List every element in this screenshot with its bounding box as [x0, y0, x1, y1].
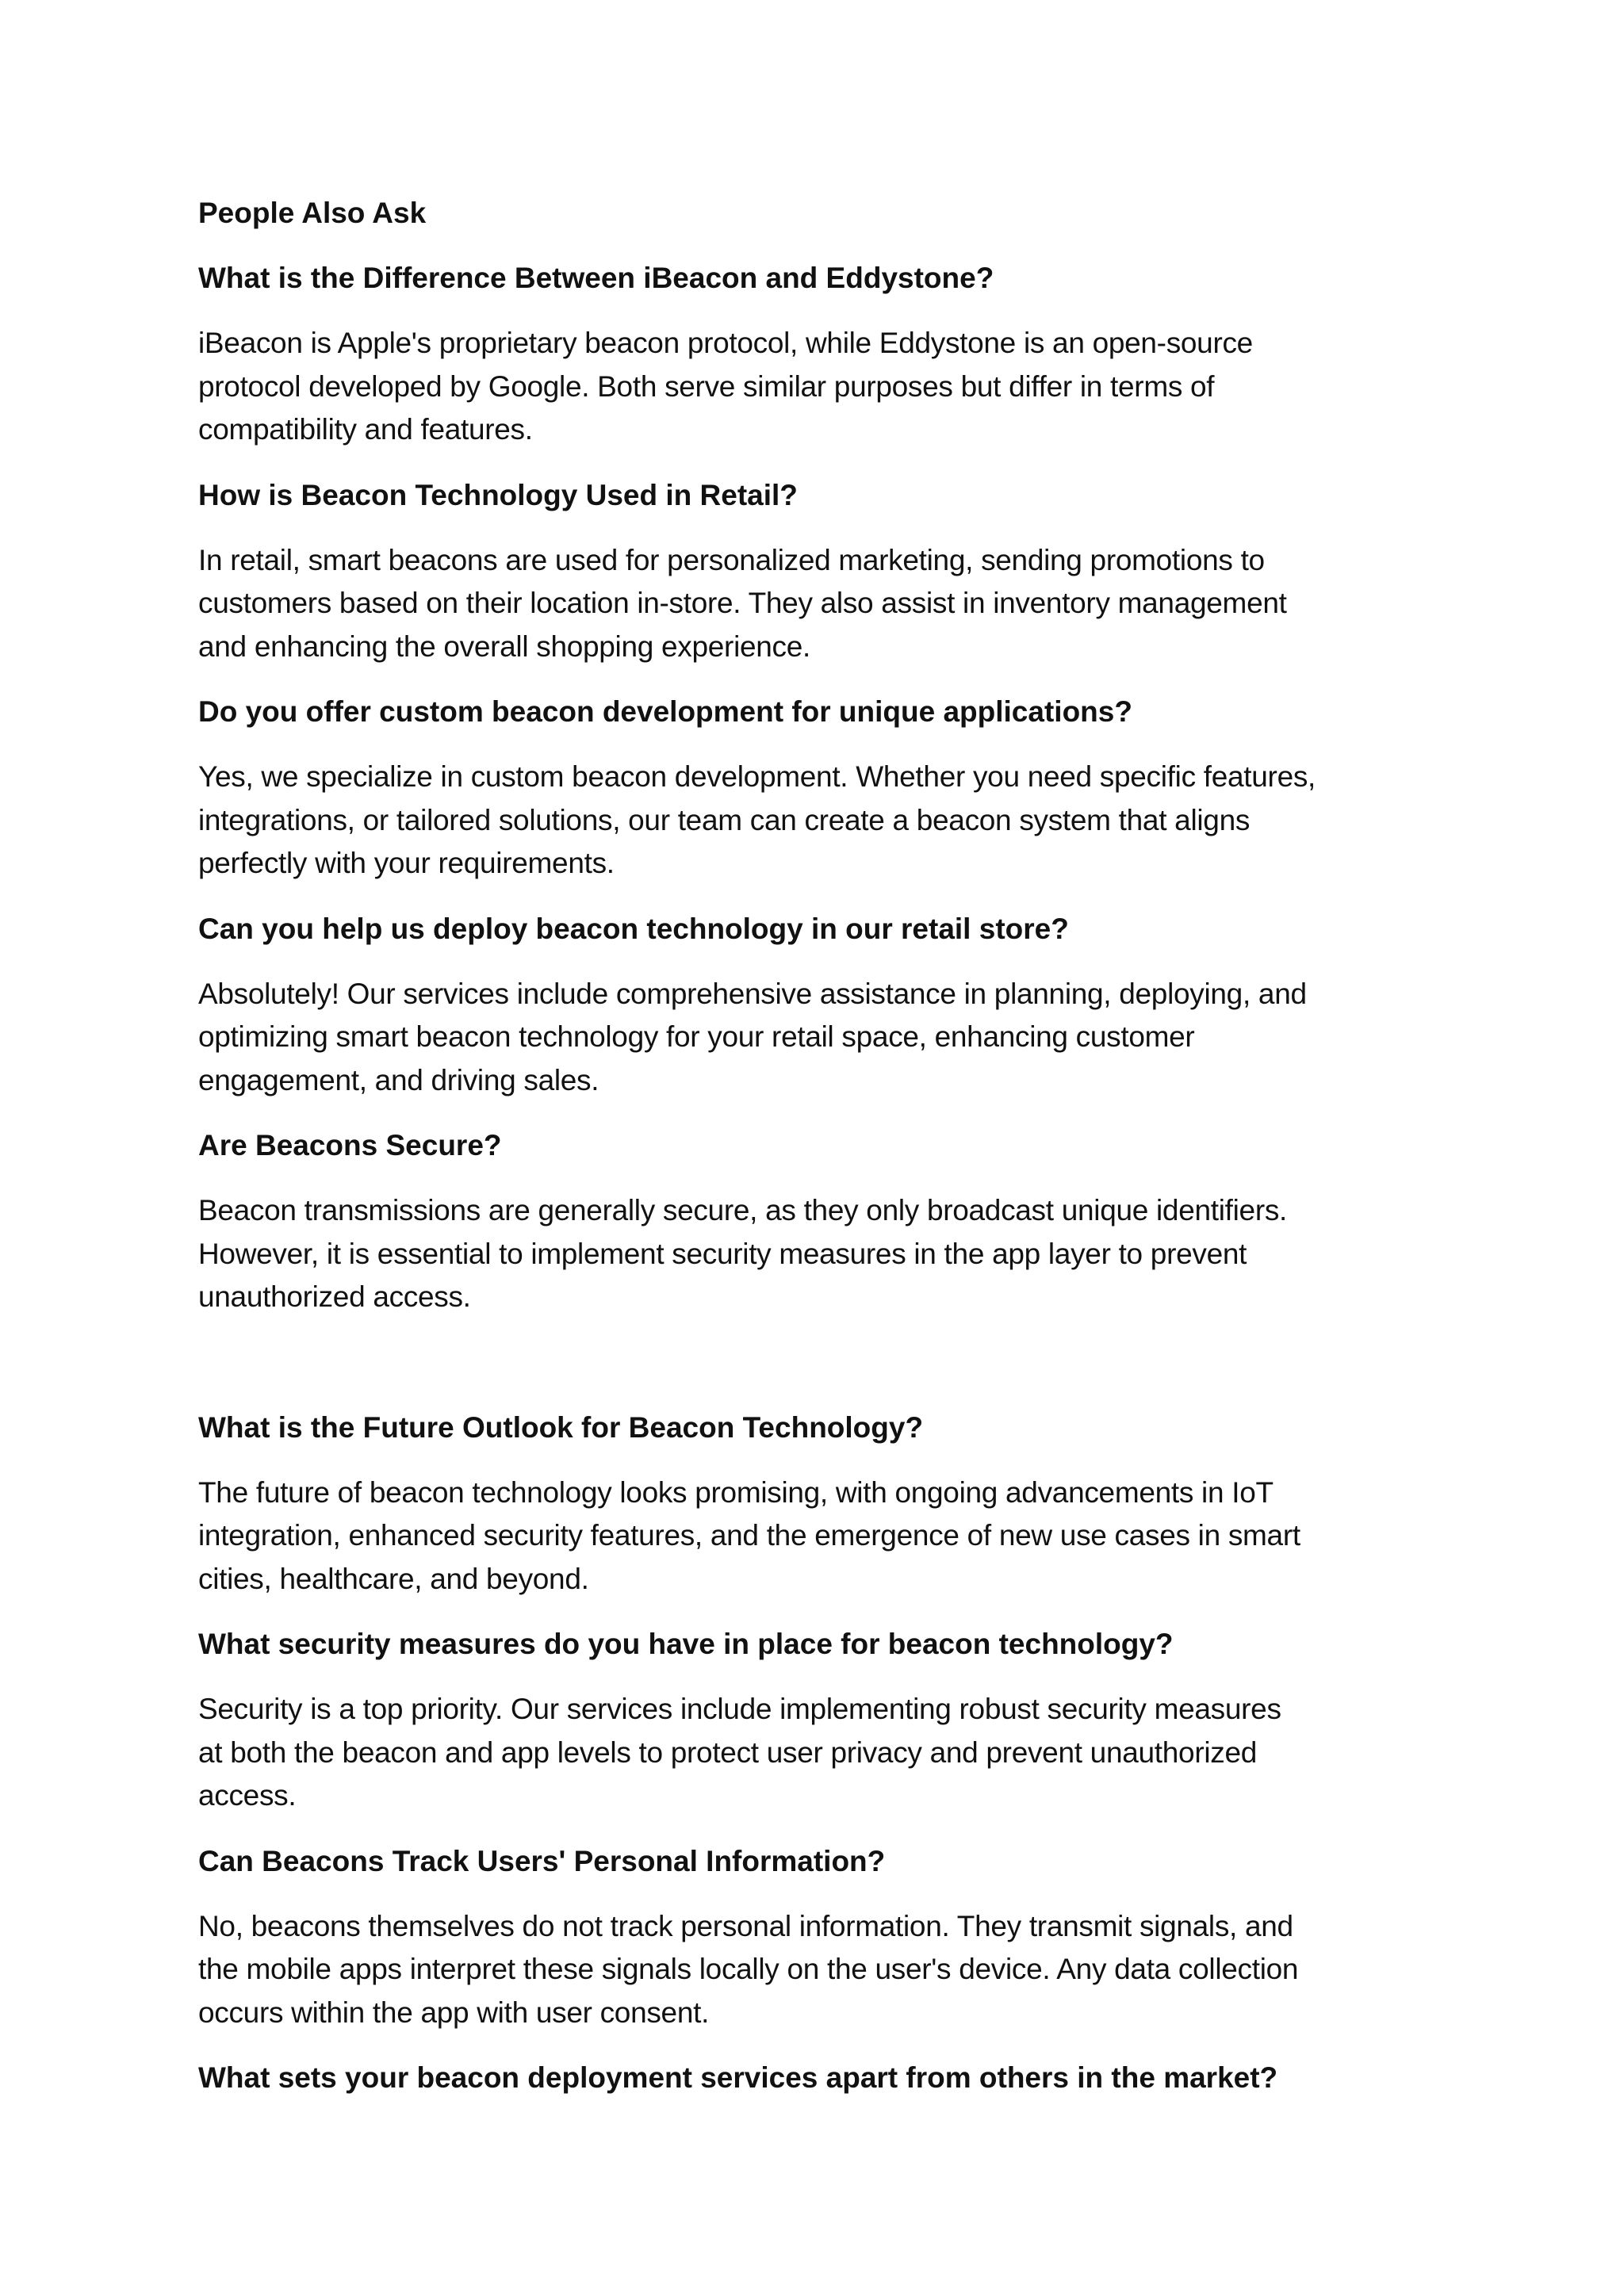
answer-line: The future of beacon technology looks promising, with ongoing advancements in IoT: [198, 1475, 1274, 1509]
answer-line: engagement, and driving sales.: [198, 1063, 599, 1096]
faq-answer: [198, 1471, 1443, 1601]
faq-answer: [198, 973, 1443, 1103]
answer-line: cities, healthcare, and beyond.: [198, 1562, 589, 1595]
answer-line: However, it is essential to implement security measures in the app layer to prevent: [198, 1237, 1247, 1270]
faq-question: What is the Difference Between iBeacon and Eddystone?: [198, 262, 994, 294]
answer-line: compatibility and features.: [198, 413, 533, 446]
answer-line: at both the beacon and app levels to protect user privacy and prevent unauthorized: [198, 1735, 1258, 1769]
answer-line: the mobile apps interpret these signals locally on the user's device. Any data collection: [198, 1953, 1299, 1985]
faq-answer: [198, 756, 1443, 886]
faq-question: What is the Future Outlook for Beacon Technology?: [198, 1410, 924, 1444]
answer-line: access.: [198, 1779, 297, 1812]
faq-answer: [198, 322, 1443, 452]
faq-answer: [198, 539, 1443, 669]
document-page: [198, 192, 1443, 2122]
answer-line: iBeacon is Apple's proprietary beacon protocol, while Eddystone is an open-source: [198, 327, 1253, 359]
answer-line: integration, enhanced security features, and the emergence of new use cases in smart: [198, 1519, 1300, 1552]
section-heading: People Also Ask: [198, 197, 427, 229]
answer-line: integrations, or tailored solutions, our team can create a beacon system that aligns: [198, 803, 1251, 836]
faq-question: Do you offer custom beacon development for unique applications?: [198, 695, 1132, 728]
answer-line: perfectly with your requirements.: [198, 847, 615, 879]
faq-question: What sets your beacon deployment services apart from others in the market?: [198, 2061, 1278, 2094]
blank-gap: [198, 1341, 1443, 1406]
answer-line: protocol developed by Google. Both serve similar purposes but differ in terms of: [198, 369, 1215, 403]
answer-line: and enhancing the overall shopping experience.: [198, 629, 810, 663]
faq-question: What security measures do you have in place for beacon technology?: [198, 1628, 1174, 1660]
answer-line: Absolutely! Our services include comprehensive assistance in planning, deploying, and: [198, 977, 1307, 1010]
answer-line: customers based on their location in-store. They also assist in inventory management: [198, 587, 1287, 619]
faq-answer: [198, 1688, 1443, 1818]
answer-line: optimizing smart beacon technology for your retail space, enhancing customer: [198, 1020, 1195, 1053]
faq-answer: [198, 1189, 1443, 1319]
answer-line: occurs within the app with user consent.: [198, 1996, 710, 2029]
faq-question: Are Beacons Secure?: [198, 1129, 502, 1161]
answer-line: Yes, we specialize in custom beacon development. Whether you need specific features,: [198, 760, 1316, 793]
answer-line: No, beacons themselves do not track personal information. They transmit signals, and: [198, 1909, 1293, 1942]
answer-line: Security is a top priority. Our services include implementing robust security measures: [198, 1693, 1281, 1725]
faq-answer: [198, 1905, 1443, 2035]
answer-line: In retail, smart beacons are used for personalized marketing, sending promotions to: [198, 543, 1265, 576]
faq-question: Can Beacons Track Users' Personal Information?: [198, 1844, 886, 1877]
faq-question: Can you help us deploy beacon technology in our retail store?: [198, 912, 1069, 945]
answer-line: unauthorized access.: [198, 1280, 471, 1313]
faq-question: How is Beacon Technology Used in Retail?: [198, 478, 798, 511]
answer-line: Beacon transmissions are generally secure, as they only broadcast unique identifiers.: [198, 1194, 1288, 1226]
